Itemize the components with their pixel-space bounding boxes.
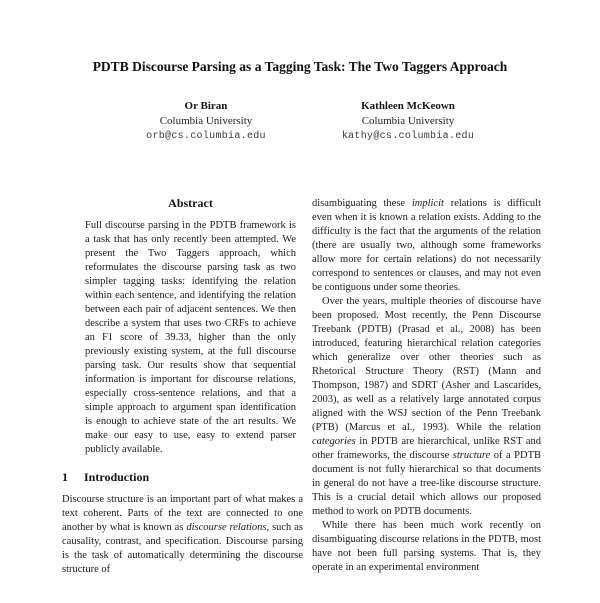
paper-title: PDTB Discourse Parsing as a Tagging Task: The Two Taggers Approach: [92, 59, 508, 74]
author-affiliation: Columbia University: [159, 115, 253, 127]
author-affiliation: Columbia University: [361, 115, 455, 127]
body-paragraph: Over the years, multiple theories of discourse have been proposed. Most recently, the Penn Discourse Treebank (PDTB) (Prasad et al., 2008) has been introduced, featuring hierarchical relation categories which generalize over other theories such as Rhetorical Structure Theory (RST) (Mann and Thompson, 1987) and SDRT (Asher and Lascarides, 2003), as well as a relatively large annotated corpus aligned with the WSJ section of the Penn Treebank (PTB) (Marcus et al., 1993). While the relation categories in PDTB are hierarchical, unlike RST and other frameworks, the discourse structure of a PDTB document is not fully hierarchical so that documents in general do not have a tree-like discourse structure. This is a crucial detail which allows our proposed method to work on PDTB documents.: [312, 296, 541, 517]
authors-block: [60, 99, 540, 144]
section-heading-introduction: [62, 470, 303, 484]
abstract-section: [85, 196, 296, 457]
section-number: 1: [62, 470, 68, 484]
right-column: [312, 197, 541, 603]
left-column: [62, 196, 303, 602]
section-title: Introduction: [84, 470, 150, 484]
body-paragraph: While there has been much work recently on disambiguating discourse relations in the PDTB, most have not been full parsing systems. That is, they operate in an experimental environment: [312, 520, 541, 573]
author-email: kathy@cs.columbia.edu: [341, 131, 475, 142]
author-name: Or Biran: [184, 100, 228, 112]
introduction-paragraph: Discourse structure is an important part of what makes a text coherent. Parts of the text are connected to one another by what is known as discourse relations, such as causality, contrast, and specification. Discourse parsing is the task of automatically determining the discourse structure of: [62, 494, 303, 575]
abstract-heading: Abstract: [168, 196, 213, 210]
body-paragraph: disambiguating these implicit relations is difficult even when it is known a relation exists. Adding to the difficulty is the fact that the arguments of the relation (there are usually two, although some frameworks allow more for certain relations) do not necessarily correspond to sentences or clauses, and may not even be contiguous under some theories.: [312, 198, 541, 293]
author-block: [288, 99, 528, 144]
author-email: orb@cs.columbia.edu: [146, 131, 266, 142]
abstract-text: Full discourse parsing in the PDTB framework is a task that has only recently been attempted. We present the Two Taggers approach, which reformulates the discourse parsing task as two simpler tagging tasks: identifying the relation within each sentence, and identifying the relation between each pair of adjacent sentences. We then describe a system that uses two CRFs to achieve an F1 score of 39.33, higher than the only previously existing system, at the full discourse parsing task. Our results show that sequential information is important for discourse relations, especially cross-sentence relations, and that a simple approach to argument span identification is enough to achieve state of the art results. We make our easy to use, easy to extend parser publicly available.: [85, 220, 296, 455]
author-name: Kathleen McKeown: [361, 100, 455, 112]
